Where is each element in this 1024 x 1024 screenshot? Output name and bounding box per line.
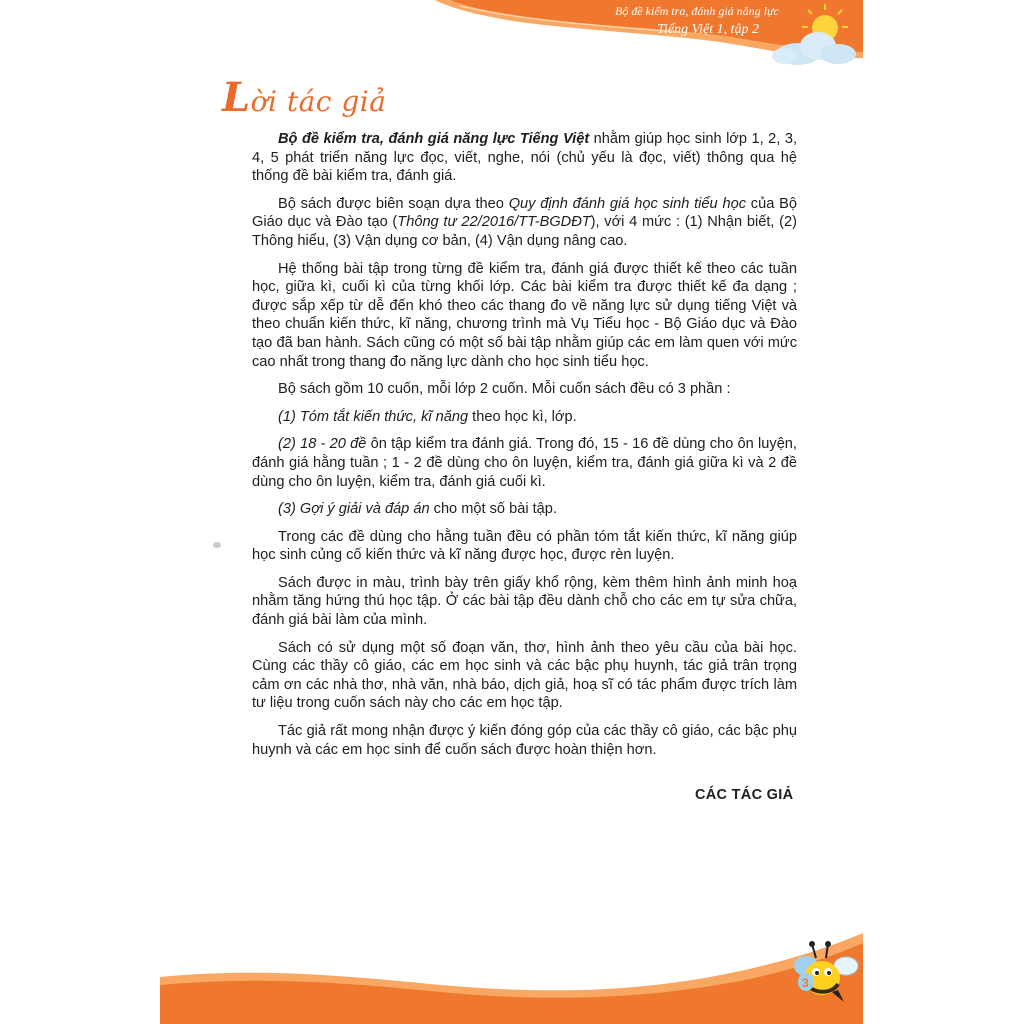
title-initial: L (222, 74, 251, 121)
list-item-2 (252, 435, 797, 491)
list-item-text: cho một số bài tập. (429, 501, 557, 518)
series-title: Bộ đề kiểm tra, đánh giá năng lực (615, 4, 779, 18)
paragraph-1 (252, 130, 797, 186)
circular-number: Thông tư 22/2016/TT-BGDĐT (397, 214, 591, 231)
paragraph-text: Bộ sách được biên soạn dựa theo (278, 195, 509, 212)
paragraph-8: Trong các đề dùng cho hằng tuần đều có phần tóm tắt kiến thức, kĩ năng giúp học sinh củng cố kiến thức và kĩ năng được học, được rèn luyện. (252, 528, 797, 564)
preface-body (252, 130, 797, 768)
mascot-number: 3 (802, 976, 809, 990)
bee-mascot-icon (788, 940, 863, 1010)
title-rest: ời tác giả (250, 85, 387, 118)
paragraph-9: Sách được in màu, trình bày trên giấy khổ rộng, kèm thêm hình ảnh minh hoạ nhằm tăng hứng thú học tập. Ở các bài tập đều dành chỗ cho các em tự sửa chữa, đánh giá bài làm của mình. (252, 574, 797, 629)
list-item-title: (1) Tóm tắt kiến thức, kĩ năng (278, 408, 469, 425)
paragraph-text: ), với 4 mức : (1) Nhận biết, (2) Thông hiểu, (3) Vận dụng cơ bản, (4) Vận dụng nâng cao. (252, 214, 798, 249)
paragraph-10: Sách có sử dụng một số đoạn văn, thơ, hình ảnh theo yêu cầu của bài học. Cùng các thầy cô giáo, các em học sinh và các bậc phụ huynh, tác giả trân trọng cảm ơn các nhà thơ, nhà văn, nhà báo, dịch giả, hoạ sĩ có tác phẩm được trích làm tư liệu trong cuốn sách này cho các em học tập. (252, 639, 797, 712)
regulation-title: Quy định đánh giá học sinh tiểu học (508, 195, 746, 212)
list-item-text: ôn tập kiểm tra đánh giá. Trong đó, 15 - 16 đề dùng cho ôn luyện, đánh giá hằng tuần ; 1 - 2 đề dùng cho ôn luyện, kiểm tra, đánh giá giữa kì và 2 đề dùng cho ôn luyện, kiểm tra, đánh giá cuối kì. (252, 436, 797, 490)
paragraph-text: nhằm giúp học sinh lớp 1, 2, 3, 4, 5 phát triển năng lực đọc, viết, nghe, nói (chủ yếu là đọc, viết) thông qua hệ thống đề bài kiểm tra, đánh giá. (252, 131, 797, 185)
page-title (222, 74, 386, 121)
book-title: Tiếng Việt 1, tập 2 (657, 22, 760, 37)
list-item-text: theo học kì, lớp. (468, 408, 577, 425)
book-series-name: Bộ đề kiểm tra, đánh giá năng lực Tiếng Việt (278, 131, 590, 147)
paragraph-4: Bộ sách gồm 10 cuốn, mỗi lớp 2 cuốn. Mỗi cuốn sách đều có 3 phần : (278, 381, 731, 398)
paragraph-text: của Bộ Giáo dục và Đào tạo ( (252, 195, 797, 231)
author-signature: CÁC TÁC GIẢ (695, 787, 794, 803)
list-item-1 (252, 408, 797, 427)
book-page (160, 0, 863, 1024)
list-item-title: (2) 18 - 20 đề (278, 436, 367, 453)
list-item-title: (3) Gợi ý giải và đáp án (278, 501, 430, 518)
paragraph-3: Hệ thống bài tập trong từng đề kiểm tra, đánh giá được thiết kế theo các tuần học, giữa kì, cuối kì của từng khối lớp. Các bài kiểm tra được thiết kế đa dạng ; được sắp xếp từ dễ đến khó theo các thang đo về năng lực sử dụng tiếng Việt và theo chuẩn kiến thức, kĩ năng, chương trình mà Vụ Tiểu học - Bộ Giáo dục và Đào tạo đã ban hành. Sách cũng có một số bài tập nhằm giúp các em làm quen với mức cao nhất trong thang đo năng lực dành cho học sinh tiểu học. (252, 260, 797, 370)
print-speck (212, 541, 222, 549)
footer-banner (160, 925, 863, 1024)
paragraph-2 (252, 195, 797, 251)
list-item-3 (252, 500, 797, 519)
paragraph-11: Tác giả rất mong nhận được ý kiến đóng góp của các thầy cô giáo, các bậc phụ huynh và các em học sinh để cuốn sách được hoàn thiện hơn. (252, 723, 797, 758)
